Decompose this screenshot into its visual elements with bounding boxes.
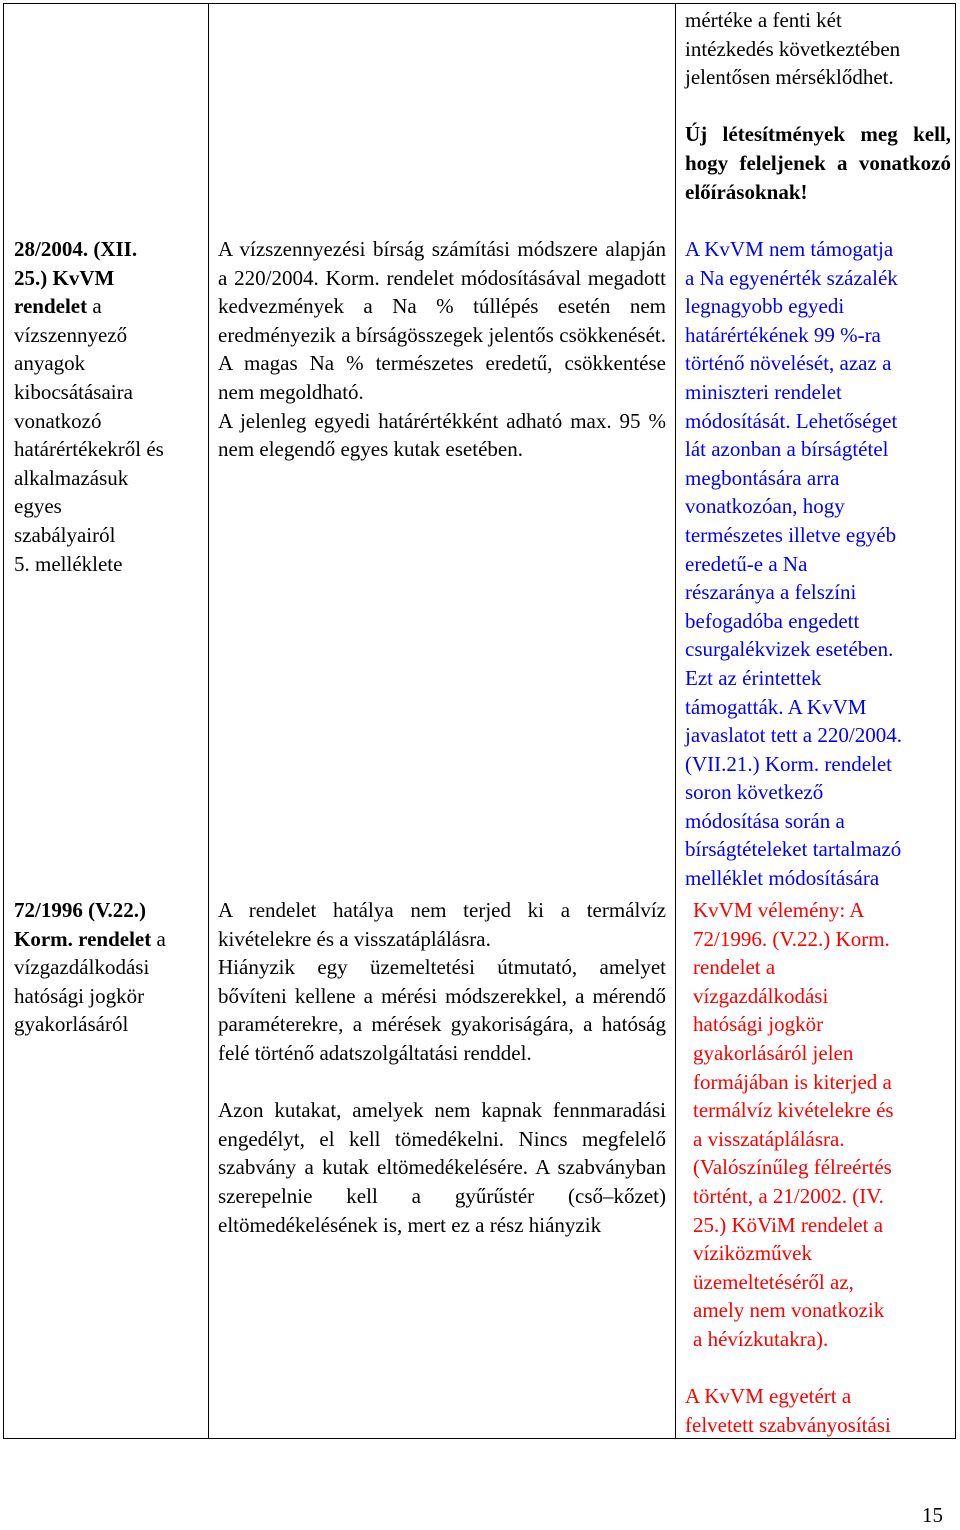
response-line: melléklet módosítására	[685, 866, 880, 891]
response-kvvm-standard	[685, 1382, 951, 1439]
response-kvvm-na	[685, 235, 951, 893]
response-line: rendelet a	[693, 955, 776, 980]
response-top	[685, 6, 951, 206]
response-line: vonatkozóan, hogy	[685, 494, 845, 519]
regulation-ref-line: gyakorlásáról	[14, 1012, 129, 1037]
response-line: termálvíz kivételekre és	[693, 1098, 894, 1123]
regulation-ref-line: egyes	[14, 494, 62, 519]
regulation-ref-line: 5. melléklete	[14, 551, 123, 576]
response-line: módosítását. Lehetőséget	[685, 408, 898, 433]
response-line: formájában is kiterjed a	[693, 1069, 892, 1094]
comment-paragraph: Hiányzik egy üzemeltetési útmutató, amelyet bővíteni kellene a mérési módszerekkel, a mérendő paraméterekre, a mérések gyakoriságára, a hatóság felé történő adatszolgáltatási renddel.	[218, 955, 666, 1065]
regulation-ref-line: vonatkozó	[14, 408, 102, 433]
comment-paragraph: A vízszennyezési bírság számítási módszere alapján a 220/2004. Korm. rendelet módosításával megadott kedvezmények a Na % túllépés esetén nem eredményezik a bírságösszegek jelentős csökkenését. A magas Na % természetes eredetű, csökkentése nem megoldható.	[218, 237, 666, 404]
regulation-ref-line: vízgazdálkodási	[14, 955, 150, 980]
response-line: gyakorlásáról jelen	[693, 1040, 854, 1065]
response-line: bírságtételeket tartalmazó	[685, 837, 902, 862]
response-line: intézkedés következtében	[685, 36, 901, 61]
response-line: részaránya a felszíni	[685, 580, 857, 605]
response-line: történő növelését, azaz a	[685, 351, 892, 376]
regulation-ref-line: szabályairól	[14, 522, 116, 547]
response-line: KvVM vélemény: A	[693, 898, 865, 922]
response-line: amely nem vonatkozik	[693, 1298, 885, 1323]
regulation-ref-28-2004	[14, 235, 204, 578]
response-requirement: Új létesítmények meg kell, hogy feleljenek a vonatkozó előírásoknak!	[685, 122, 951, 204]
response-line: a Na egyenérték százalék	[685, 265, 898, 290]
column-divider-2	[675, 3, 676, 1439]
comment-paragraph: A rendelet hatálya nem terjed ki a termálvíz kivételekre és a visszatáplálásra.	[218, 898, 666, 951]
response-line: javaslatot tett a 220/2004.	[685, 723, 902, 748]
response-line: felvetett szabványosítási	[685, 1412, 891, 1437]
response-line: támogatták. A KvVM	[685, 694, 867, 719]
response-line: üzemeltetéséről az,	[693, 1269, 854, 1294]
response-line: (Valószínűleg félreértés	[693, 1155, 892, 1180]
response-kvvm-opinion	[693, 896, 951, 1354]
regulation-ref-line: vízszennyező	[14, 322, 128, 347]
response-line: vízgazdálkodási	[693, 983, 829, 1008]
regulation-ref-line: kibocsátásaira	[14, 379, 133, 404]
regulation-ref-line: rendelet a	[14, 294, 102, 319]
response-line: A KvVM egyetért a	[685, 1384, 852, 1408]
response-line: 72/1996. (V.22.) Korm.	[693, 926, 890, 951]
comment-paragraph: A jelenleg egyedi határértékként adható max. 95 % nem elegendő egyes kutak esetében.	[218, 408, 666, 462]
response-line: lát azonban a bírságtétel	[685, 437, 889, 462]
table-border-right	[955, 3, 956, 1439]
comment-paragraph: Azon kutakat, amelyek nem kapnak fennmaradási engedélyt, el kell tömedékelni. Nincs megfelelő szabvány a kutak eltömedékelésére. A szabványban szerepelnie kell a gyűrűstér (cső–kőzet) eltömedékelésének is, mert ez a rész hiányzik	[218, 1098, 666, 1237]
response-line: soron következő	[685, 780, 824, 805]
response-line: A KvVM nem támogatja	[685, 237, 894, 261]
response-line: eredetű-e a Na	[685, 551, 808, 576]
regulation-ref-bold-line: 28/2004. (XII.	[14, 237, 138, 261]
regulation-ref-bold-line: 72/1996 (V.22.)	[14, 898, 147, 922]
comment-scope	[218, 896, 666, 1239]
regulation-ref-line: anyagok	[14, 351, 86, 376]
response-line: a hévízkutakra).	[693, 1326, 829, 1351]
column-divider-1	[208, 3, 209, 1439]
response-line: határértékének 99 %-ra	[685, 322, 881, 347]
response-line: mértéke a fenti két	[685, 8, 842, 32]
comment-table	[3, 3, 956, 1439]
regulation-ref-72-1996	[14, 896, 204, 1039]
response-line: Ezt az érintettek	[685, 665, 822, 690]
response-line: 25.) KöViM rendelet a	[693, 1212, 884, 1237]
response-line: történt, a 21/2002. (IV.	[693, 1183, 884, 1208]
response-line: hatósági jogkör	[693, 1012, 824, 1037]
response-line: módosítása során a	[685, 808, 845, 833]
response-line: megbontására arra	[685, 465, 840, 490]
regulation-ref-line: hatósági jogkör	[14, 983, 145, 1008]
page-number: 15	[922, 1503, 943, 1527]
table-border-left	[3, 3, 4, 1439]
response-line: jelentősen mérséklődhet.	[685, 65, 894, 90]
table-border-top	[3, 3, 956, 4]
response-line: csurgalékvizek esetében.	[685, 637, 894, 662]
response-line: víziközművek	[693, 1241, 812, 1266]
regulation-ref-line: alkalmazásuk	[14, 465, 129, 490]
regulation-ref-bold-line: 25.) KvVM	[14, 265, 115, 290]
regulation-ref-line: határértékekről és	[14, 437, 164, 462]
comment-fine-calculation	[218, 235, 666, 464]
response-line: a visszatáplálásra.	[693, 1126, 845, 1151]
response-line: befogadóba engedett	[685, 608, 860, 633]
response-line: (VII.21.) Korm. rendelet	[685, 751, 893, 776]
response-line: legnagyobb egyedi	[685, 294, 845, 319]
response-line: miniszteri rendelet	[685, 379, 842, 404]
response-line: természetes illetve egyéb	[685, 522, 897, 547]
regulation-ref-line: Korm. rendelet a	[14, 926, 166, 951]
